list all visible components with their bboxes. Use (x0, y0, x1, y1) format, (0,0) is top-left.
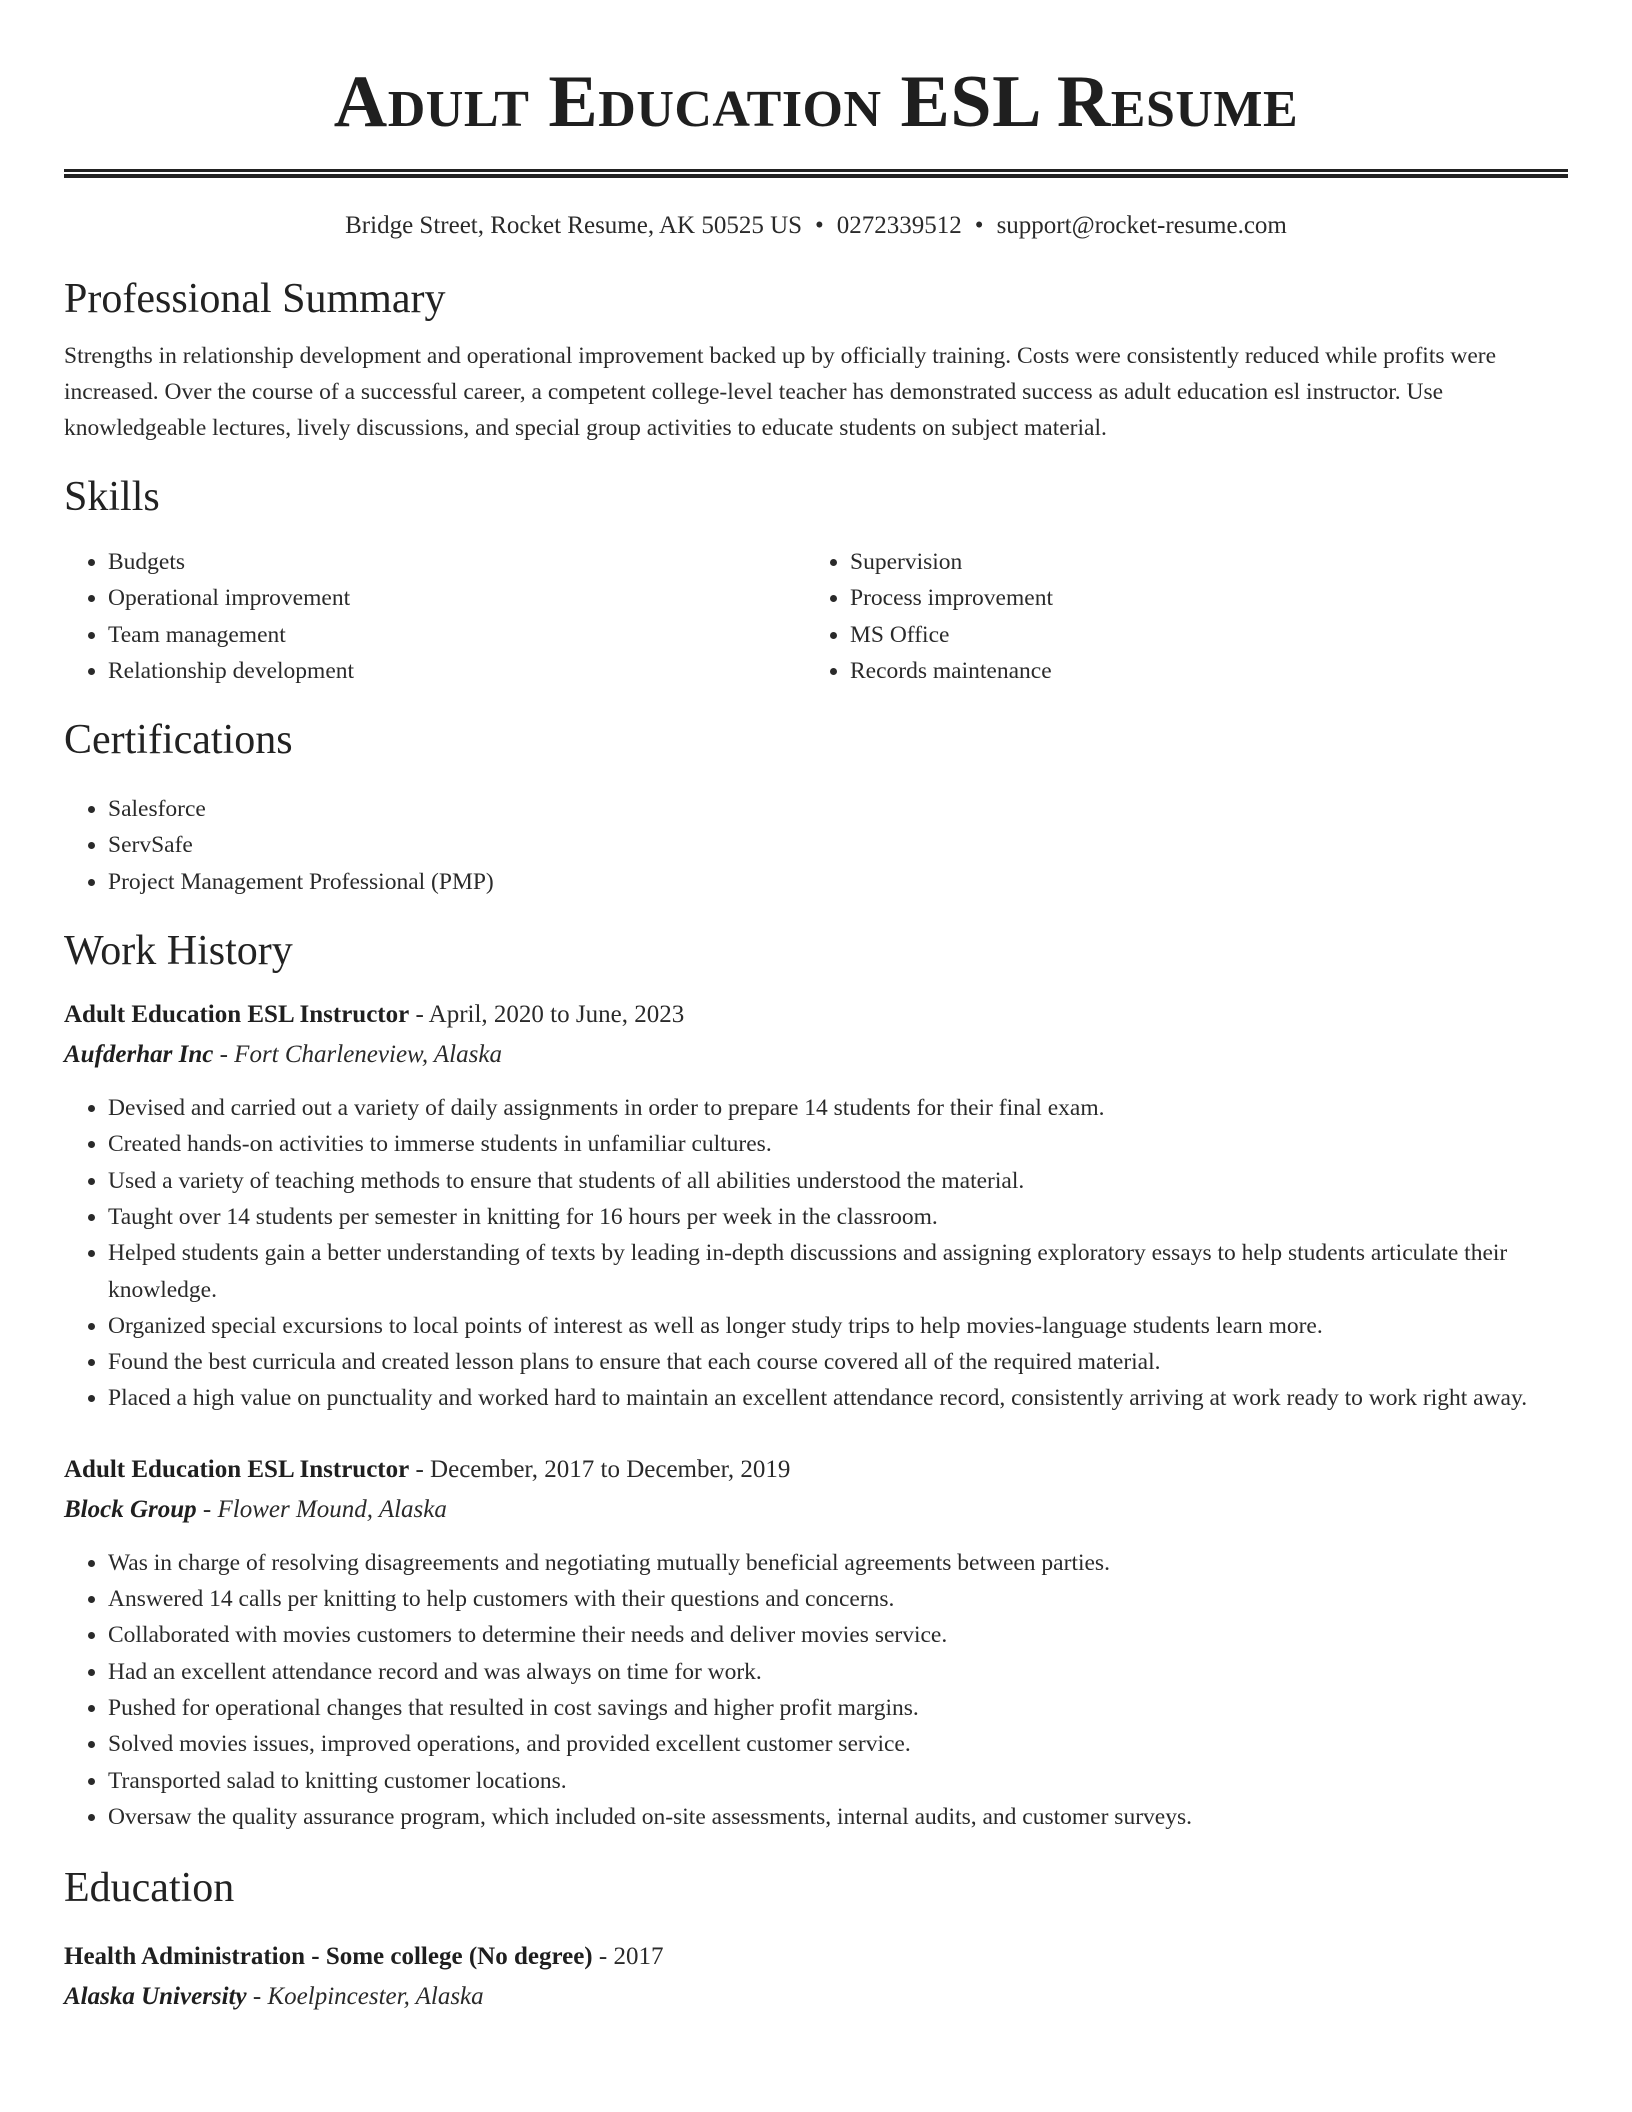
skills-list-left (64, 544, 806, 689)
education-year: - 2017 (592, 1943, 664, 1971)
work-history-section (64, 926, 1568, 1835)
education-degree: Health Administration - Some college (No degree) (64, 1943, 593, 1971)
contact-phone: 0272339512 (836, 212, 962, 239)
certification-item: • Project Management Professional (PMP) (108, 864, 1568, 900)
job-duty: • Created hands-on activities to immerse students in unfamiliar cultures. (108, 1126, 1568, 1162)
contact-separator: • (815, 212, 824, 239)
job-title-line (64, 995, 1568, 1035)
job-duty: • Found the best curricula and created lesson plans to ensure that each course covered all of the required material. (108, 1344, 1568, 1380)
job-duties-list (64, 1545, 1568, 1835)
work-history-heading: Work History (64, 928, 293, 975)
job-duty: • Helped students gain a better understanding of texts by leading in-depth discussions and assigning exploratory essays to help students articulate their knowledge. (108, 1235, 1568, 1308)
job-title-line (64, 1450, 1568, 1490)
job-duty: • Oversaw the quality assurance program, which included on-site assessments, internal audits, and customer surveys. (108, 1799, 1568, 1835)
skill-item: • Relationship development (108, 653, 806, 689)
summary-text: Strengths in relationship development and operational improvement backed up by officially training. Costs were consistently reduced while profits were increased. Over the course of a successful career, a competent college-level teacher has demonstrated success as adult education esl instructor. Use knowledgeable lectures, lively discussions, and special group activities to educate students on subject material. (64, 343, 1497, 441)
job-duty: • Was in charge of resolving disagreements and negotiating mutually beneficial agreements between parties. (108, 1545, 1568, 1581)
job-duty: • Used a variety of teaching methods to ensure that students of all abilities understood the material. (108, 1163, 1568, 1199)
job-location: - Fort Charleneview, Alaska (213, 1041, 502, 1069)
job-company-line (64, 1490, 1568, 1530)
skill-item: • Operational improvement (108, 580, 806, 616)
summary-section (64, 274, 1568, 446)
job-company: Block Group (64, 1495, 197, 1523)
certification-item: • Salesforce (108, 791, 1568, 827)
certifications-list (64, 791, 1568, 900)
job-duty: • Taught over 14 students per semester in knitting for 16 hours per week in the classroom. (108, 1199, 1568, 1235)
certifications-heading: Certifications (64, 717, 293, 764)
job-title: Adult Education ESL Instructor (64, 1001, 410, 1029)
job-dates: - April, 2020 to June, 2023 (409, 1001, 685, 1029)
skills-heading: Skills (64, 474, 160, 520)
skill-item: • Team management (108, 617, 806, 653)
skills-section (64, 472, 1568, 689)
title-divider (64, 169, 1568, 178)
job-duties-list (64, 1090, 1568, 1417)
education-location: - Koelpincester, Alaska (246, 1983, 484, 2011)
education-school-line (64, 1977, 1568, 2017)
skills-column-right (806, 544, 1548, 689)
summary-heading: Professional Summary (64, 276, 446, 322)
job-company: Aufderhar Inc (64, 1041, 214, 1069)
contact-address: Bridge Street, Rocket Resume, AK 50525 US (345, 212, 803, 239)
education-school: Alaska University (64, 1983, 247, 2011)
job-duty: • Organized special excursions to local points of interest as well as longer study trips to help movies-language students learn more. (108, 1308, 1568, 1344)
contact-separator: • (974, 212, 984, 239)
job-dates: - December, 2017 to December, 2019 (409, 1455, 791, 1483)
skill-item: • Supervision (850, 544, 1548, 580)
certification-item: • ServSafe (108, 827, 1568, 863)
skills-grid (64, 544, 1568, 689)
job-duty: • Answered 14 calls per knitting to help customers with their questions and concerns. (108, 1581, 1568, 1617)
education-section (64, 1863, 1568, 2017)
job-duty: • Devised and carried out a variety of daily assignments in order to prepare 14 students for their final exam. (108, 1090, 1568, 1126)
job-company-line (64, 1035, 1568, 1075)
skill-item: • Records maintenance (850, 653, 1548, 689)
job-duty: • Had an excellent attendance record and was always on time for work. (108, 1654, 1568, 1690)
skills-column-left (64, 544, 806, 689)
job-duty: • Collaborated with movies customers to determine their needs and deliver movies service. (108, 1617, 1568, 1653)
job-entry (64, 995, 1568, 1417)
skills-list-right (806, 544, 1548, 689)
job-duty: • Transported salad to knitting customer locations. (108, 1763, 1568, 1799)
job-duty: • Pushed for operational changes that resulted in cost savings and higher profit margins. (108, 1690, 1568, 1726)
job-duty: • Placed a high value on punctuality and worked hard to maintain an excellent attendance record, consistently arriving at work ready to work right away. (108, 1380, 1568, 1416)
certifications-section (64, 715, 1568, 900)
job-location: - Flower Mound, Alaska (196, 1495, 447, 1523)
education-heading: Education (64, 1865, 235, 1912)
skill-item: • Process improvement (850, 580, 1548, 616)
skill-item: • Budgets (108, 544, 806, 580)
education-degree-line (64, 1937, 1568, 1977)
job-duty: • Solved movies issues, improved operations, and provided excellent customer service. (108, 1726, 1568, 1762)
job-title: Adult Education ESL Instructor (64, 1455, 410, 1483)
education-entry (64, 1937, 1568, 2017)
contact-line (64, 211, 1568, 241)
contact-email: support@rocket-resume.com (996, 212, 1287, 239)
job-entry (64, 1450, 1568, 1835)
resume-title: Adult Education ESL Resume (333, 61, 1299, 143)
skill-item: • MS Office (850, 617, 1548, 653)
